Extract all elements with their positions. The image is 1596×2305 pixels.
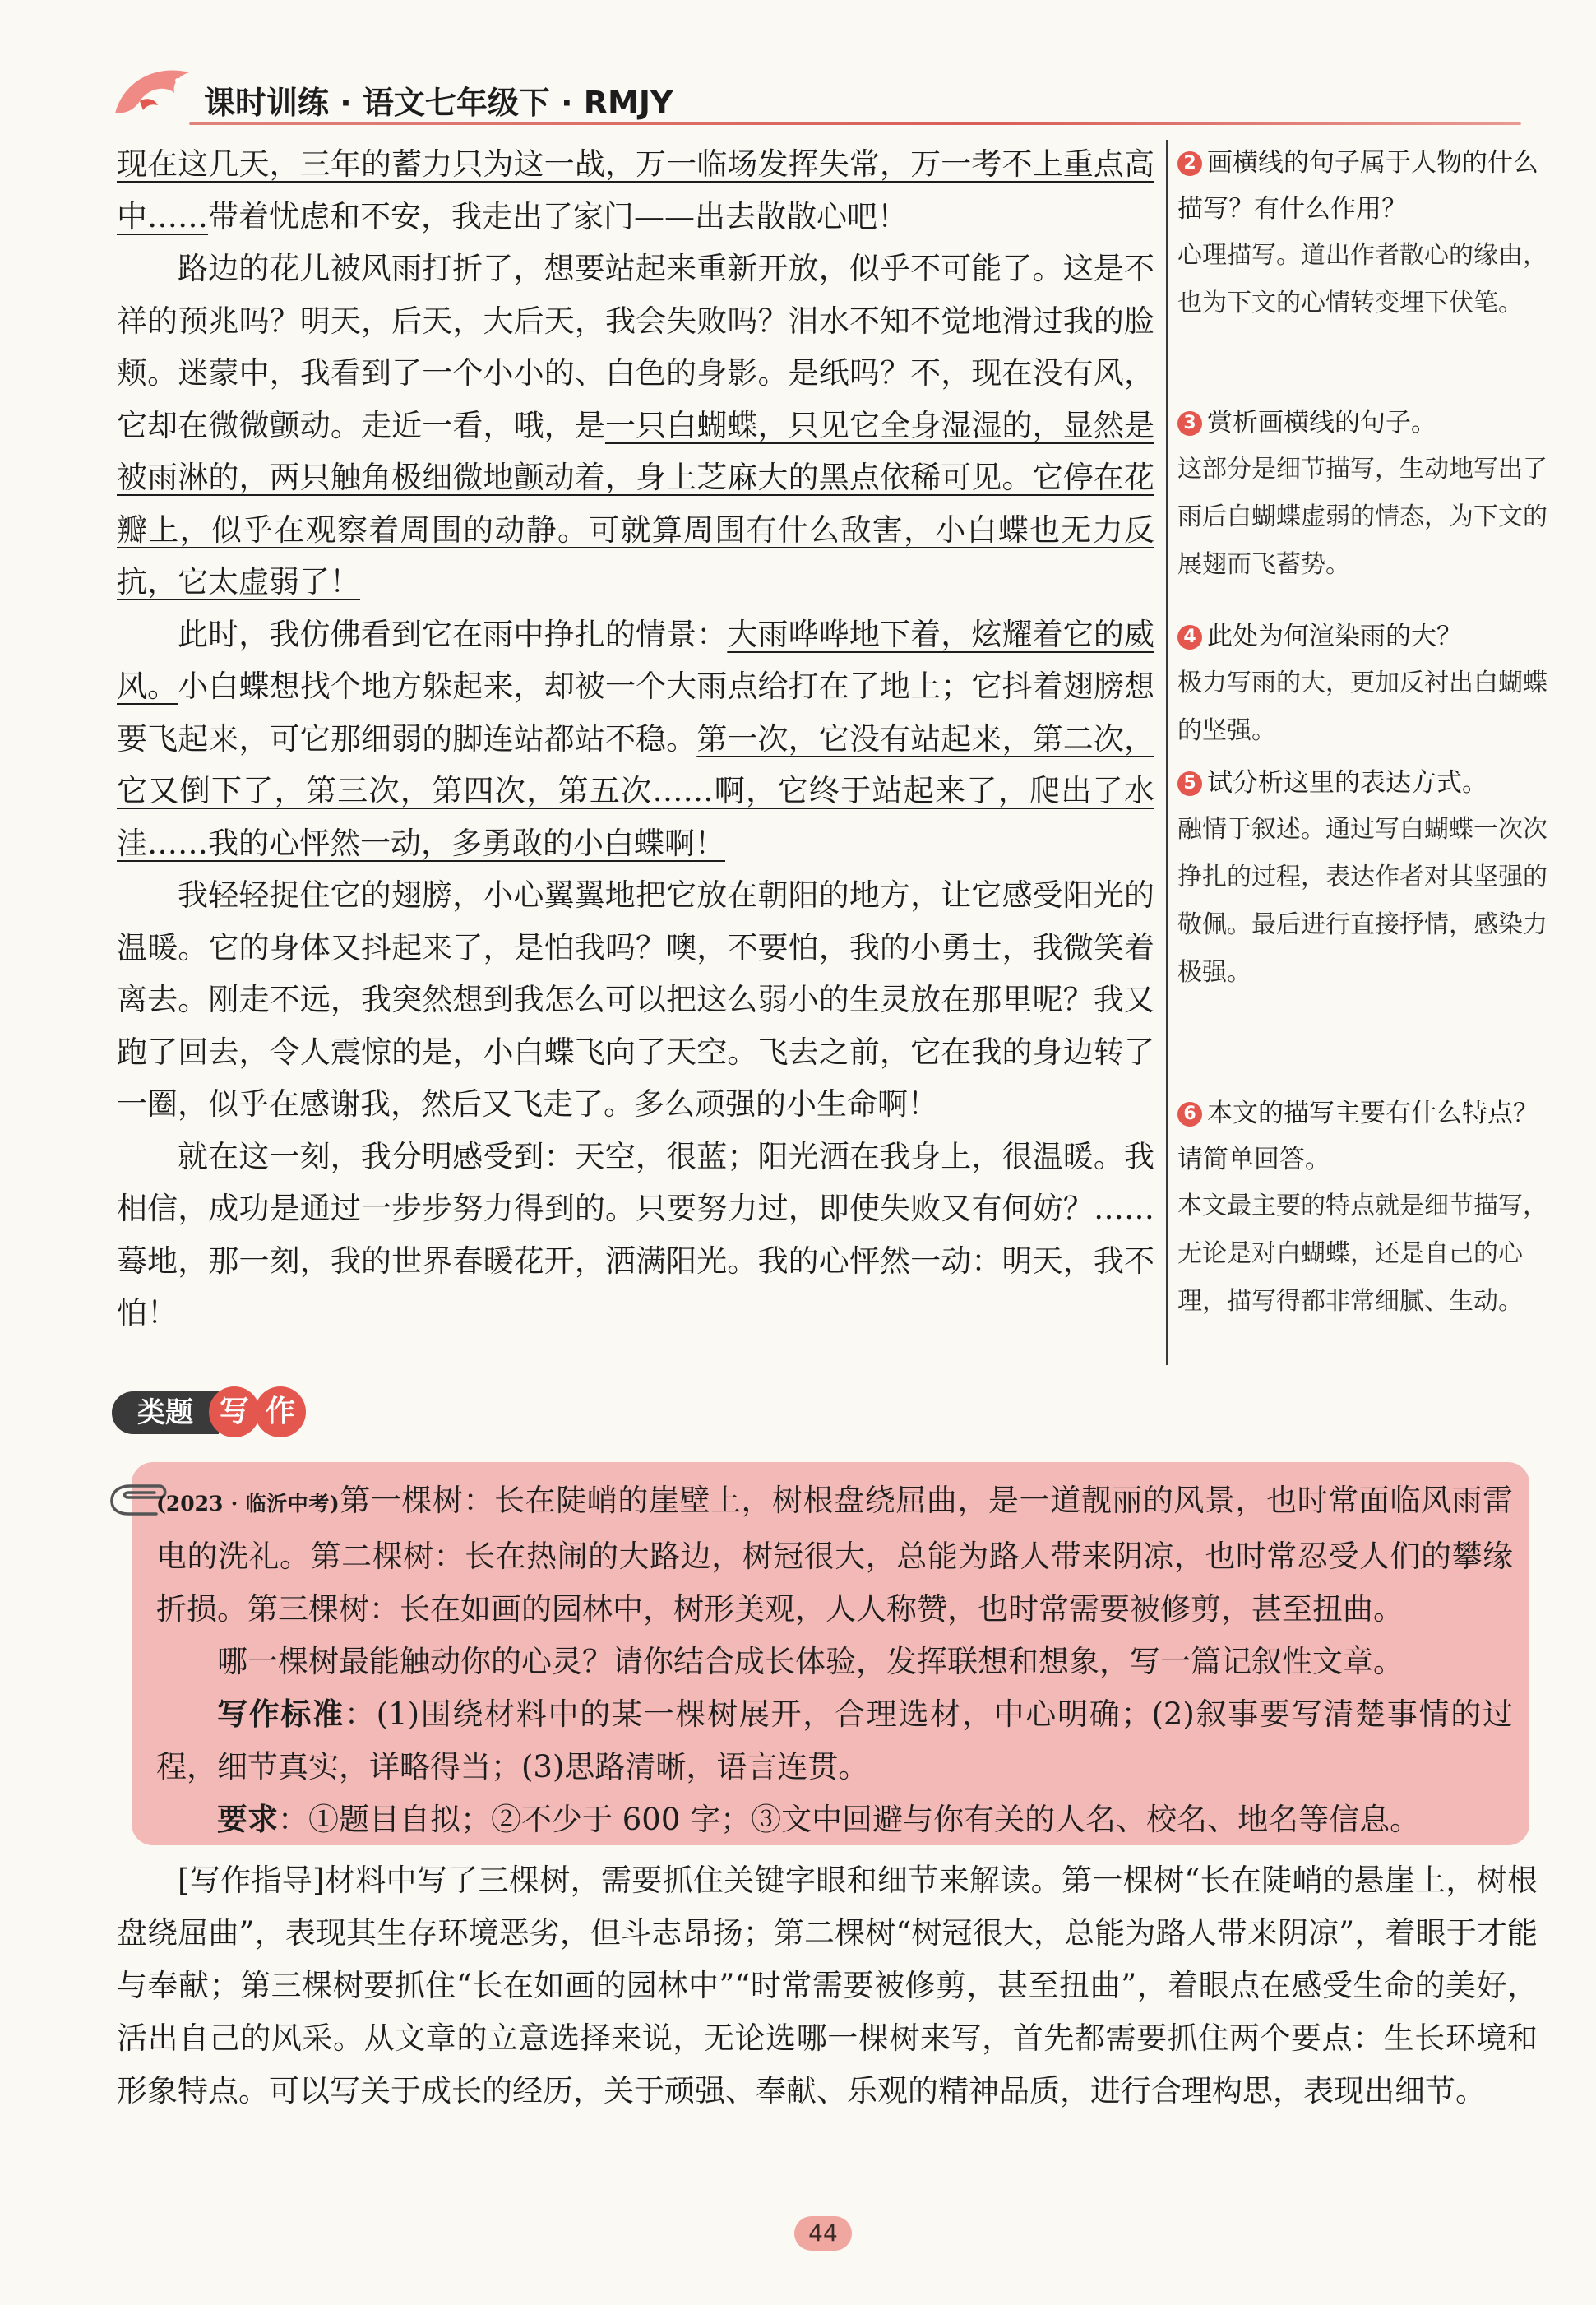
underlined-sentence-2: 现在这几天，三年的蓄力只为这一战，万一临场发挥失常，万一考不上重点高中…… <box>117 146 1154 234</box>
note-2 <box>1177 140 1547 327</box>
note-question: 此处为何渲染雨的大？ <box>1207 622 1462 651</box>
paragraph-1 <box>117 138 1154 243</box>
underlined-sentence-3: 一只白蝴蝶，只见它全身湿湿的，显然是被雨淋的，两只触角极细微地颤动着，身上芝麻大的黑点依稀可见。它停在花瓣上，似乎在观察着周围的动静。可就算周围有什么敌害，小白蝶也无力反抗，它太虚弱了！ <box>117 407 1155 599</box>
note-5 <box>1177 760 1547 997</box>
requirements-label: 要求 <box>217 1802 278 1837</box>
note-answer: 本文最主要的特点就是细节描写，无论是对白蝴蝶，还是自己的心理，描写得都非常细腻、生动。 <box>1177 1192 1547 1316</box>
writing-guide <box>117 1854 1538 2118</box>
guide-text: 材料中写了三棵树，需要抓住关键字眼和细节来解读。第一棵树“长在陡峭的悬崖上，树根盘绕屈曲”，表现其生存环境恶劣，但斗志昂扬；第二棵树“树冠很大，总能为路人带来阴凉”，着眼于才能与奉献；第三棵树要抓住“长在如画的园林中”“时常需要被修剪，甚至扭曲”，着眼点在感受生命的美好，活出自己的风采。从文章的立意选择来说，无论选哪一棵树来写，首先都需要抓住两个要点：生长环境和形象特点。可以写关于成长的经历，关于顽强、奉献、乐观的精神品质，进行合理构思，表现出细节。 <box>117 1863 1538 2108</box>
page-number: 44 <box>794 2216 852 2251</box>
material-text: 第一棵树：长在陡峭的崖壁上，树根盘绕屈曲，是一道靓丽的风景，也时常面临风雨雷电的洗礼。第二棵树：长在热闹的大路边，树冠很大，总能为路人带来阴凉，也时常忍受人们的攀缘折损。第三棵树：长在如画的园林中，树形美观，人人称赞，也时常需要被修剪，甚至扭曲。 <box>156 1483 1513 1627</box>
note-number-badge: 3 <box>1177 411 1202 436</box>
note-6 <box>1177 1090 1547 1326</box>
note-answer: 融情于叙述。通过写白蝴蝶一次次挣扎的过程，表达作者对其坚强的敬佩。最后进行直接抒情，感染力极强。 <box>1177 815 1547 987</box>
column-divider <box>1166 140 1168 1365</box>
note-4 <box>1177 613 1547 755</box>
note-number-badge: 2 <box>1177 151 1202 176</box>
paragraph-3 <box>117 609 1154 870</box>
note-question: 本文的描写主要有什么特点？请简单回答。 <box>1177 1099 1538 1174</box>
underlined-sentence-4: 大雨哗哗地下着，炫耀着它的威风。 <box>117 616 1155 704</box>
note-number-badge: 5 <box>1177 771 1202 796</box>
note-question: 试分析这里的表达方式。 <box>1207 768 1487 798</box>
source-tag: (2023 · 临沂中考) <box>156 1492 340 1516</box>
header-rule <box>189 122 1521 125</box>
note-question: 画横线的句子属于人物的什么描写？有什么作用？ <box>1177 148 1538 224</box>
paragraph-2 <box>117 243 1154 609</box>
writing-prompt: 哪一棵树最能触动你的心灵？请你结合成长体验，发挥联想和想象，写一篇记叙性文章。 <box>217 1644 1404 1679</box>
dolphin-icon <box>107 56 206 138</box>
badge-circle-2: 作 <box>255 1386 306 1437</box>
standard-label: 写作标准 <box>217 1696 345 1732</box>
paragraph-2-text: 路边的花儿被风雨打折了，想要站起来重新开放，似乎不可能了。这是不祥的预兆吗？明天，后天，大后天，我会失败吗？泪水不知不觉地滑过我的脸颊。迷蒙中，我看到了一个小小的、白色的身影。是纸吗？不，现在没有风，它却在微微颤动。走近一看，哦，是 <box>117 251 1154 443</box>
paragraph-1-text: 带着忧虑和不安，我走出了家门——出去散散心吧！ <box>208 198 908 234</box>
paragraph-5: 就在这一刻，我分明感受到：天空，很蓝；阳光洒在我身上，很温暖。我相信，成功是通过一步步努力得到的。只要努力过，即使失败又有何妨？……蓦地，那一刻，我的世界春暖花开，洒满阳光。我的心怦然一动：明天，我不怕！ <box>117 1138 1154 1331</box>
badge-circle-1: 写 <box>209 1386 260 1437</box>
badge-label-dark: 类题 <box>112 1391 219 1434</box>
note-3 <box>1177 400 1547 589</box>
note-number-badge: 6 <box>1177 1102 1202 1127</box>
note-answer: 极力写雨的大，更加反衬出白蝴蝶的坚强。 <box>1177 669 1547 745</box>
note-number-badge: 4 <box>1177 625 1202 650</box>
guide-label: [写作指导] <box>178 1863 325 1898</box>
note-question: 赏析画横线的句子。 <box>1207 408 1436 437</box>
book-title: 课时训练 · 语文七年级下 · RMJY <box>204 85 673 121</box>
writing-requirements <box>156 1794 1513 1846</box>
paragraph-3-text-b: 小白蝶想找个地方躲起来，却被一个大雨点给打在了地上；它抖着翅膀想要飞起来，可它那细弱的脚连站都站不稳。 <box>117 669 1155 757</box>
underlined-sentence-5: 第一次，它没有站起来，第二次，它又倒下了，第三次，第四次，第五次……啊，它终于站起来了，爬出了水洼……我的心怦然一动，多勇敢的小白蝶啊！ <box>117 720 1155 861</box>
standard-text: ：(1)围绕材料中的某一棵树展开，合理选材，中心明确；(2)叙事要写清楚事情的过程，细节真实，详略得当；(3)思路清晰，语言连贯。 <box>156 1696 1514 1784</box>
paragraph-3-text-a: 此时，我仿佛看到它在雨中挣扎的情景： <box>178 616 728 652</box>
requirements-text: ：①题目自拟；②不少于 600 字；③文中回避与你有关的人名、校名、地名等信息。 <box>278 1802 1421 1837</box>
reading-passage <box>117 138 1154 1340</box>
note-answer: 这部分是细节描写，生动地写出了雨后白蝴蝶虚弱的情态，为下文的展翅而飞蓄势。 <box>1177 455 1547 579</box>
writing-standard <box>156 1688 1513 1794</box>
writing-material <box>156 1474 1513 1636</box>
page-header <box>115 72 1529 130</box>
note-answer: 心理描写。道出作者散心的缘由，也为下文的心情转变埋下伏笔。 <box>1177 241 1547 317</box>
paragraph-4: 我轻轻捉住它的翅膀，小心翼翼地把它放在朝阳的地方，让它感受阳光的温暖。它的身体又抖起来了，是怕我吗？噢，不要怕，我的小勇士，我微笑着离去。刚走不远，我突然想到我怎么可以把这么弱小的生灵放在那里呢？我又跑了回去，令人震惊的是，小白蝶飞向了天空。飞去之前，它在我的身边转了一圈，似乎在感谢我，然后又飞走了。多么顽强的小生命啊！ <box>117 877 1154 1122</box>
writing-task-text <box>156 1474 1513 1846</box>
